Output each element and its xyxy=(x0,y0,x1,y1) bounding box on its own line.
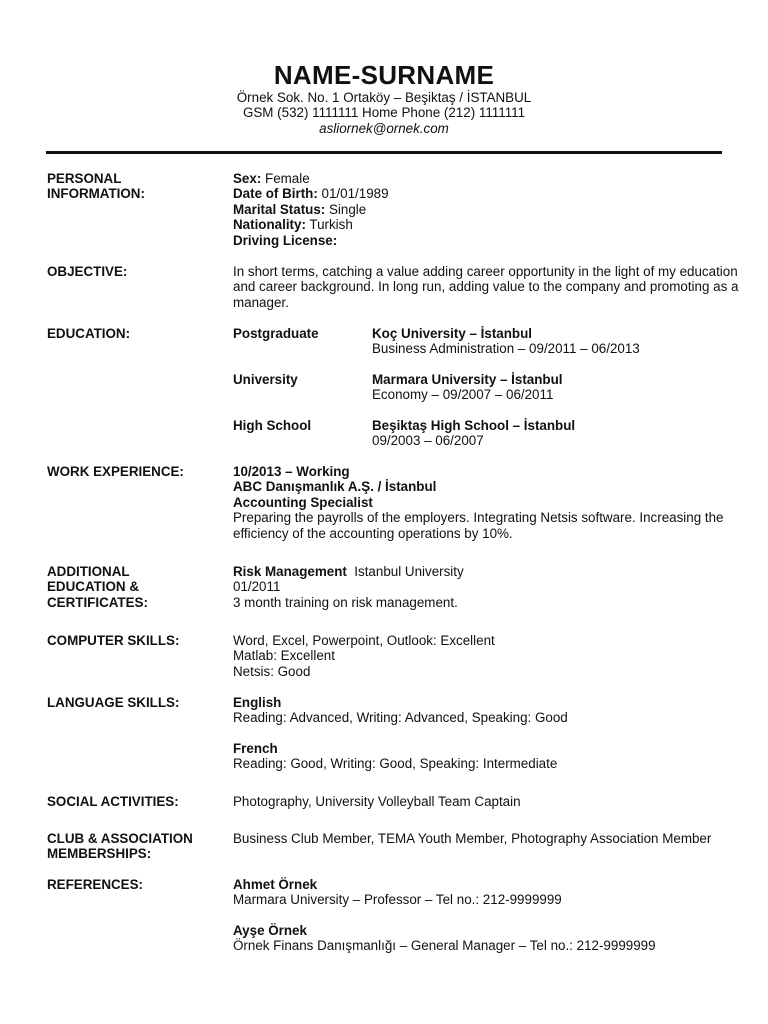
course-institution: Istanbul University xyxy=(346,564,464,579)
marital-row xyxy=(233,202,743,217)
reference-name: Ayşe Örnek xyxy=(233,922,307,938)
language-detail: Reading: Good, Writing: Good, Speaking: Intermediate xyxy=(233,756,558,772)
course-description: 3 month training on risk management. xyxy=(233,594,458,610)
objective-text: In short terms, catching a value adding career opportunity in the light of my education and career background. In long run, adding value to the company and promoting as a manager. xyxy=(233,264,739,310)
section-label-references: REFERENCES: xyxy=(47,877,143,892)
nationality-label: Nationality: xyxy=(233,217,306,233)
references-content xyxy=(233,877,743,954)
marital-value: Single xyxy=(325,201,367,217)
work-content xyxy=(233,464,743,541)
education-detail xyxy=(372,372,742,403)
work-title: Accounting Specialist xyxy=(233,494,373,510)
section-label-personal xyxy=(47,171,227,202)
dob-row xyxy=(233,186,743,201)
language-detail: Reading: Advanced, Writing: Advanced, Speaking: Good xyxy=(233,710,568,726)
reference-detail: Örnek Finans Danışmanlığı – General Manager – Tel no.: 212-9999999 xyxy=(233,938,656,954)
education-item xyxy=(233,326,743,372)
school-program: Economy – 09/2007 – 06/2011 xyxy=(372,387,554,403)
course-row xyxy=(233,564,743,579)
nationality-row xyxy=(233,217,743,232)
personal-content xyxy=(233,171,743,248)
education-item xyxy=(233,418,743,464)
language-name: English xyxy=(233,695,282,710)
address: Örnek Sok. No. 1 Ortaköy – Beşiktaş / İSTANBUL xyxy=(236,90,532,105)
dob-label: Date of Birth: xyxy=(233,186,318,202)
section-label-work: WORK EXPERIENCE: xyxy=(47,464,184,479)
education-level: Postgraduate xyxy=(233,326,319,341)
school-program: Business Administration – 09/2011 – 06/2013 xyxy=(372,341,640,357)
label-line: CLUB & ASSOCIATION xyxy=(47,831,193,846)
section-label-additional xyxy=(47,564,227,610)
section-label-computer: COMPUTER SKILLS: xyxy=(47,633,180,648)
computer-skill: Netsis: Good xyxy=(233,663,311,679)
language-content xyxy=(233,695,743,772)
marital-label: Marital Status: xyxy=(233,201,326,217)
label-line: ADDITIONAL xyxy=(47,564,130,579)
label-line: PERSONAL xyxy=(47,171,122,186)
section-label-education: EDUCATION: xyxy=(47,326,131,341)
license-row xyxy=(233,233,743,248)
resume-header xyxy=(0,60,768,136)
sex-label: Sex: xyxy=(233,171,262,186)
phone-numbers: GSM (532) 1111111 Home Phone (212) 1111111 xyxy=(242,105,526,121)
club-text: Business Club Member, TEMA Youth Member, Photography Association Member xyxy=(233,831,712,846)
section-label-social: SOCIAL ACTIVITIES: xyxy=(47,794,179,809)
sex-row xyxy=(233,171,743,186)
school-name: Beşiktaş High School – İstanbul xyxy=(372,418,576,433)
education-item xyxy=(233,372,743,418)
candidate-name: NAME-SURNAME xyxy=(273,60,495,90)
computer-content xyxy=(233,633,743,679)
computer-skill: Word, Excel, Powerpoint, Outlook: Excellent xyxy=(233,633,495,648)
sex-value: Female xyxy=(261,171,310,186)
label-line: MEMBERSHIPS: xyxy=(47,846,152,862)
label-line: INFORMATION: xyxy=(47,186,145,202)
additional-content xyxy=(233,564,743,610)
license-label: Driving License: xyxy=(233,232,338,248)
section-label-club xyxy=(47,831,227,862)
school-name: Marmara University – İstanbul xyxy=(372,372,563,387)
header-divider xyxy=(46,151,722,154)
school-program: 09/2003 – 06/2007 xyxy=(372,433,484,449)
course-date: 01/2011 xyxy=(233,579,281,595)
education-detail xyxy=(372,326,742,357)
education-content xyxy=(233,326,743,464)
education-level: University xyxy=(233,372,298,387)
section-label-objective: OBJECTIVE: xyxy=(47,264,128,279)
section-label-language: LANGUAGE SKILLS: xyxy=(47,695,180,710)
social-text: Photography, University Volleyball Team Captain xyxy=(233,794,521,809)
work-dates: 10/2013 – Working xyxy=(233,464,350,479)
label-line: EDUCATION & xyxy=(47,579,139,595)
course-name: Risk Management xyxy=(233,564,347,579)
reference-detail: Marmara University – Professor – Tel no.: 212-9999999 xyxy=(233,892,562,908)
education-detail xyxy=(372,418,742,449)
label-line: CERTIFICATES: xyxy=(47,594,148,610)
work-description: Preparing the payrolls of the employers. Integrating Netsis software. Increasing the efficiency of the accounting operations by 10%. xyxy=(233,510,724,541)
dob-value: 01/01/1989 xyxy=(317,186,389,202)
education-level: High School xyxy=(233,418,312,433)
computer-skill: Matlab: Excellent xyxy=(233,648,335,664)
school-name: Koç University – İstanbul xyxy=(372,326,532,341)
nationality-value: Turkish xyxy=(305,217,353,233)
language-name: French xyxy=(233,740,278,756)
email: asliornek@ornek.com xyxy=(319,120,449,136)
work-company: ABC Danışmanlık A.Ş. / İstanbul xyxy=(233,479,437,495)
reference-name: Ahmet Örnek xyxy=(233,877,318,892)
